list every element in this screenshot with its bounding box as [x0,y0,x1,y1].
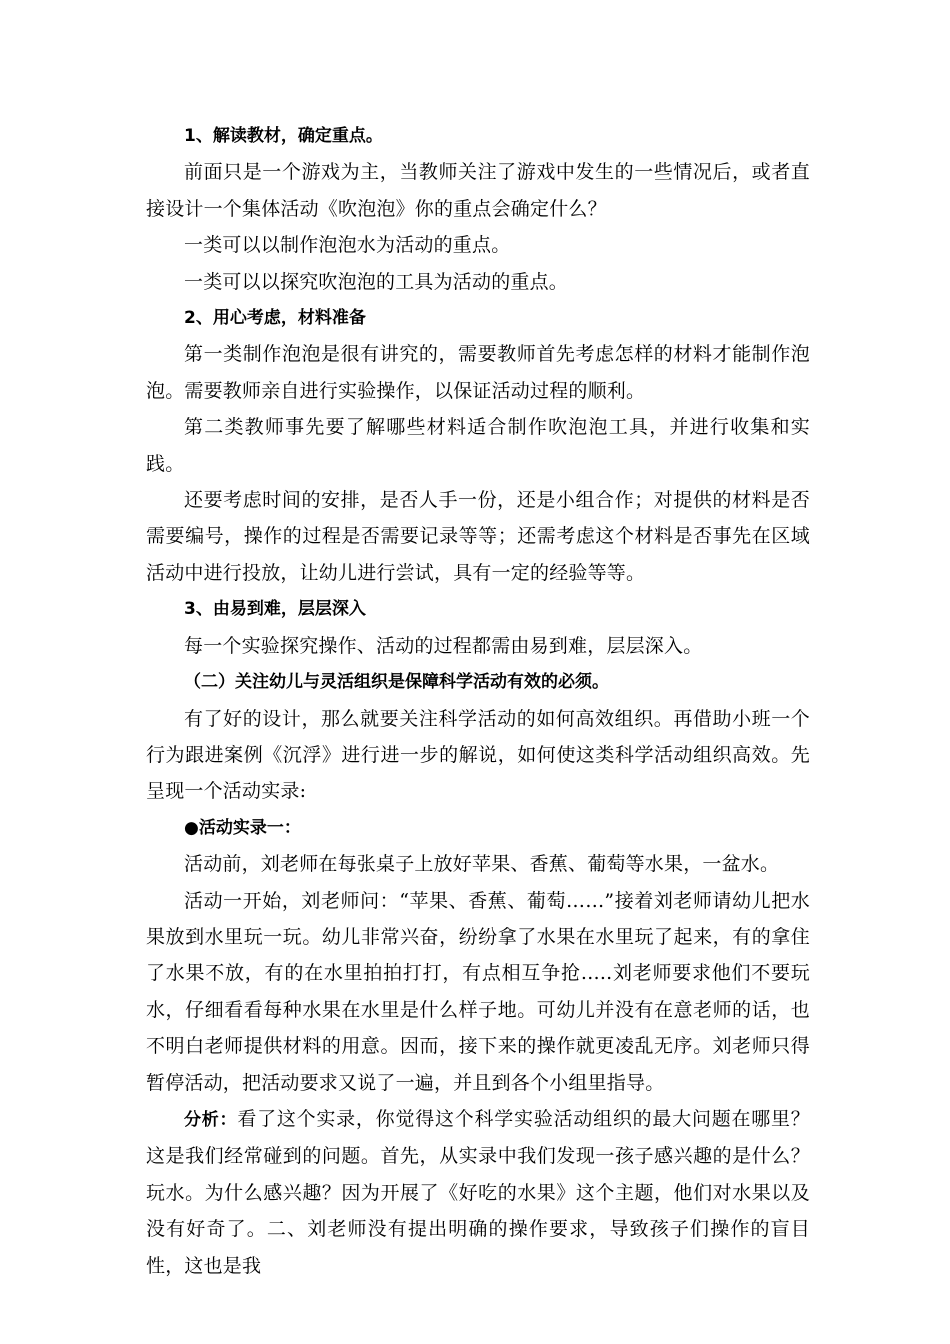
paragraph: 每一个实验探究操作、活动的过程都需由易到难，层层深入。 [184,634,703,657]
paragraph: 前面只是一个游戏为主，当教师关注了游戏中发生的一些情况后，或者直接设计一个集体活动《吹泡泡》你的重点会确定什么？ [146,161,810,220]
record-heading: ●活动实录一： [184,817,301,838]
section-heading-1: 1、解读教材，确定重点。 [184,126,383,146]
paragraph: 活动前，刘老师在每张桌子上放好苹果、香蕉、葡萄等水果，一盆水。 [184,853,780,876]
paragraph: 第二类教师事先要了解哪些材料适合制作吹泡泡工具，并进行收集和实践。 [146,416,810,475]
paragraph: 一类可以以探究吹泡泡的工具为活动的重点。 [184,270,569,293]
section-heading-4: （二）关注幼儿与灵活组织是保障科学活动有效的必须。 [184,672,609,693]
analysis-label: 分析： [184,1109,238,1130]
paragraph: 还要考虑时间的安排，是否人手一份，还是小组合作；对提供的材料是否需要编号，操作的过程是否需要记录等等；还需考虑这个材料是否事先在区域活动中进行投放，让幼儿进行尝试，具有一定的经验等等。 [146,489,810,584]
paragraph: 第一类制作泡泡是很有讲究的，需要教师首先考虑怎样的材料才能制作泡泡。需要教师亲自进行实验操作，以保证活动过程的顺利。 [146,343,810,402]
paragraph: 有了好的设计，那么就要关注科学活动的如何高效组织。再借助小班一个行为跟进案例《沉浮》进行进一步的解说，如何使这类科学活动组织高效。先呈现一个活动实录: [146,707,810,803]
section-heading-2: 2、用心考虑，材料准备 [184,308,366,329]
analysis-text: 看了这个实录，你觉得这个科学实验活动组织的最大问题在哪里？这是我们经常碰到的问题。首先，从实录中我们发现一孩子感兴趣的是什么？玩水。为什么感兴趣？因为开展了《好吃的水果》这个主题，他们对水果以及没有好奇了。二、刘老师没有提出明确的操作要求，导致孩子们操作的盲目性，这也是我 [146,1107,810,1277]
paragraph: 一类可以以制作泡泡水为活动的重点。 [184,234,511,257]
document-page [146,118,810,1284]
section-heading-3: 3、由易到难，层层深入 [184,599,366,620]
analysis-paragraph [146,1101,810,1284]
paragraph: 活动一开始，刘老师问：“苹果、香蕉、葡萄……”接着刘老师请幼儿把水果放到水里玩一玩。幼儿非常兴奋，纷纷拿了水果在水里玩了起来，有的拿住了水果不放，有的在水里拍拍打打，有点相互争抢…..刘老师要求他们不要玩水，仔细看看每种水果在水里是什么样子地。可幼儿并没有在意老师的话，也不明白老师提供材料的用意。因而，接下来的操作就更凌乱无序。刘老师只得暂停活动，把活动要求又说了一遍，并且到各个小组里指导。 [146,889,810,1094]
